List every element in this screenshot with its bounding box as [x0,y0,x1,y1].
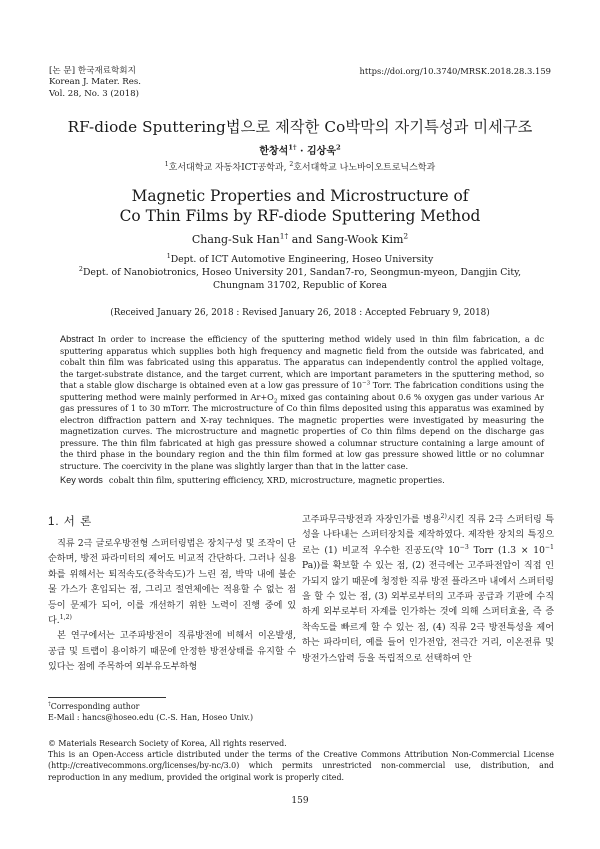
keywords-label: Key words [60,475,103,485]
abstract-text-2: Torr. The fabrication conditions using the sputtering method were mainly performed in Ar+O [60,380,544,402]
author-2-mark-en: 2 [403,231,409,241]
right-exp-2: −1 [544,543,554,551]
title-en-line-2: Co Thin Films by RF-diode Sputtering Method [119,206,481,225]
title-english [0,187,600,226]
affil-ko-1: 호서대학교 자동차ICT공학과, [168,163,290,173]
author-1-name-ko: 한창석 [259,146,289,157]
section-heading-introduction: 1. 서 론 [48,516,93,528]
author-1-mark-en: 1† [279,231,289,241]
authors-english [0,233,600,246]
keywords [60,475,544,485]
license-text: This is an Open-Access article distributed under the terms of the Creative Commons Attribution Non-Commercial License (http://creativecommons.org/licenses/by-nc/3.0) which permits unrestricted non-commercial use, distribution, and reproduction in any medium, provided the original work is properly cited. [48,750,554,782]
affil-en-mark-2: 2 [78,266,83,274]
right-ref-1: 2) [440,512,447,520]
abstract-exponent: −3 [361,380,371,387]
affil-en-mark-1: 1 [166,252,171,260]
author-1-name-en: Chang-Suk Han [191,233,280,246]
affil-ko-mark-2: 2 [289,161,294,168]
journal-info [49,66,141,100]
title-korean: RF-diode Sputtering법으로 제작한 Co박막의 자기특성과 미세구조 [67,118,533,136]
footnote-corresponding: Corresponding author [50,702,140,711]
author-2-mark-ko: 2 [335,143,341,152]
abstract-label: Abstract [60,334,94,344]
affil-en-1: Dept. of ICT Automotive Engineering, Hoseo University [170,254,434,265]
left-paragraph-1 [48,537,296,629]
journal-volume: Vol. 28, No. 3 (2018) [49,88,139,99]
affil-en-2b: Chungnam 31702, Republic of Korea [212,280,388,292]
footnote [48,701,253,723]
author-2-name-ko: 김상욱 [307,146,336,157]
body-column-right [302,513,554,667]
author-1-mark-ko: 1† [288,143,297,152]
right-exp-1: −3 [459,543,469,551]
abstract-text-3: mixed gas containing about 0.6 % oxygen gas under various Ar gas pressures of 1 to 30 mTorr. The microstructure of Co thin films deposited using this apparatus was examined by electron diffraction pattern and X-ray techniques. The magnetic properties were investigated by measuring the magnetization curves. The microstructure and magnetic properties of Co thin films depend on the discharge gas pressure. The thin film fabricated at high gas pressure showed a columnar structure containing a large amount of the third phase in the boundary region and the thin film formed at low gas pressure showed little or no columnar structure. The coercivity in the plane was slightly larger than that in the latter case. [60,391,544,472]
right-text-2: 시킨 직류 2극 스퍼터링 특성을 나타내는 스퍼터장치를 제작하였다. 제작한 장치의 특징으로는 (1) 비교적 우수한 진공도(약 10 [302,515,554,556]
journal-name-en: Korean J. Mater. Res. [49,77,141,88]
footnote-email: E-Mail : hancs@hoseo.edu (C.-S. Han, Hoseo Univ.) [48,713,254,722]
abstract [60,334,544,473]
affil-en-2a: Dept. of Nanobiotronics, Hoseo University 201, Sandan7-ro, Seongmun-myeon, Dangjin City, [82,267,522,279]
affil-ko-2: 호서대학교 나노바이오트로닉스학과 [293,163,436,173]
right-text-3: Torr (1.3 × 10 [468,545,545,556]
right-text-4: Pa))를 확보할 수 있는 점, (2) 전극에는 고주파전압이 직접 인가되지 않기 때문에 청정한 직류 방전 플라즈마 내에서 스퍼터링을 할 수 있는 점, (3) 외부로부터의 고주파 공급과 기판에 수직하게 외부로부터 자계를 인가하는 것에 의해 스퍼터효율, 즉 증착속도를 빠르게 할 수 있는 점, (4) 직류 2극 방전특성을 제어하는 파라미터, 예를 들어 인가전압, 전극간 거리, 이온전류 및 방전가스압력 등을 독립적으로 선택하여 안 [302,561,554,664]
footnote-dagger: † [48,701,51,708]
keywords-text: cobalt thin film, sputtering efficiency, XRD, microstructure, magnetic properties. [108,475,445,485]
abstract-subscript: 2 [273,398,278,405]
right-text-1: 고주파무극방전과 자장인가를 병용 [302,515,441,525]
affiliation-korean [0,160,600,173]
footnote-divider [48,697,166,698]
page-number: 159 [291,796,309,806]
doi-link[interactable]: https://doi.org/10.3740/MRSK.2018.28.3.159 [359,66,551,76]
license-notice [48,738,554,783]
journal-name-ko: [논 문] 한국재료학회지 [49,66,136,76]
title-en-line-1: Magnetic Properties and Microstructure of [131,187,469,205]
author-and: and [288,233,316,246]
affiliation-english [60,253,540,293]
author-separator: · [296,146,307,157]
affil-ko-mark-1: 1 [164,161,169,168]
left-paragraph-2: 본 연구에서는 고주파방전이 직류방전에 비해서 이온발생, 공급 및 트랩이 용이하기 때문에 안정한 방전상태를 유지할 수 있다는 점에 주목하여 외부유도부하형 [48,631,296,673]
copyright-line: © Materials Research Society of Korea, All rights reserved. [48,739,287,748]
left-p1-text: 직류 2극 글로우방전형 스퍼터링법은 장치구성 및 조작이 단순하며, 방전 파라미터의 제어도 비교적 간단하다. 그러나 실용화를 위해서는 퇴적속도(증착속도)가 느린 점, 박막 내에 불순물 가스가 혼입되는 점, 그리고 절연체에는 적용할 수 없는 점 등이 문제가 되어, 이를 개선하기 위한 노력이 진행 중에 있다. [48,539,296,627]
author-2-name-en: Sang-Wook Kim [315,233,404,246]
left-p1-ref: 1,2) [59,614,72,621]
received-dates: (Received January 26, 2018 : Revised January 26, 2018 : Accepted February 9, 2018) [110,308,490,318]
authors-korean [0,142,600,157]
abstract-text-1: In order to increase the efficiency of the sputtering method widely used in thin film fabrication, a dc sputtering apparatus which supplies both high frequency and magnetic field from the outside was fabricated, and cobalt thin film was fabricated using this apparatus. The apparatus can independently control the applied voltage, the target-substrate distance, and the target current, which are important parameters in the sputtering method, so that a stable glow discharge is obtained even at a low gas pressure of 10 [60,334,544,391]
body-column-left [48,537,296,676]
